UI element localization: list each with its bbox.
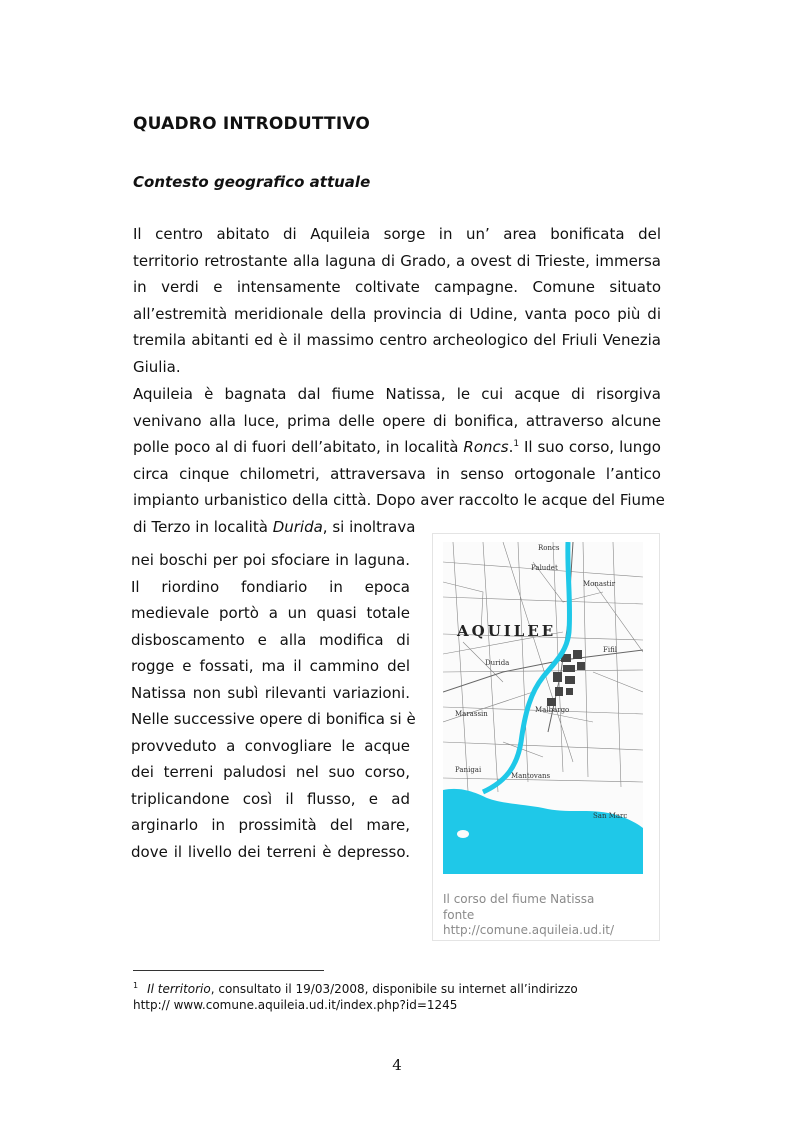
paragraph-3-line: Nelle successive opere di bonifica si è [131, 710, 416, 728]
paragraph-2-line: venivano alla luce, prima delle opere di bonifica, attraverso alcune [133, 411, 661, 430]
paragraph-1-line: territorio retrostante alla laguna di Grado, a ovest di Trieste, immersa [133, 251, 661, 270]
map-label: Mantovans [511, 772, 551, 780]
footnote-text: , consultato il 19/03/2008, disponibile su internet all’indirizzo [210, 982, 578, 996]
page-number: 4 [392, 1056, 402, 1074]
paragraph-1-line: all’estremità meridionale della provincia di Udine, vanta poco più di [133, 304, 661, 323]
paragraph-3-line: dove il livello dei terreni è depresso. [131, 842, 410, 861]
footnote-line [133, 978, 673, 997]
paragraph-3-line: nei boschi per poi sfociare in laguna. [131, 551, 410, 569]
map-title: AQUILEE [457, 622, 557, 640]
paragraph-3-line: dei terreni paludosi nel suo corso, [131, 763, 410, 781]
paragraph-2-line: impianto urbanistico della città. Dopo aver raccolto le acque del Fiume [133, 491, 665, 509]
paragraph-1-line: Giulia. [133, 357, 181, 376]
map-label: Roncs [538, 544, 560, 552]
paragraph-2 [133, 381, 665, 540]
text-segment: Il suo corso, lungo [519, 438, 661, 456]
map-label: Marassin [455, 710, 488, 718]
paragraph-2-line [133, 434, 661, 461]
lagoon-island [457, 830, 469, 838]
footnote-separator [133, 970, 324, 971]
map-label: San Marc [593, 812, 628, 820]
figure-caption [443, 892, 614, 939]
text-segment: polle poco al di fuori dell’abitato, in località [133, 438, 464, 456]
text-segment: . [508, 438, 514, 456]
caption-source-link[interactable]: http://comune.aquileia.ud.it/ [443, 923, 615, 937]
section-subheading: Contesto geografico attuale [133, 173, 371, 191]
text-segment: , si inoltrava [322, 517, 416, 536]
place-name-italic: Durida [272, 517, 323, 536]
text-segment: di Terzo in località [133, 517, 273, 536]
map-label: Fifil [603, 646, 618, 654]
map-label: Malbargo [535, 706, 570, 714]
paragraph-3-line: rogge e fossati, ma il cammino del [131, 657, 410, 675]
paragraph-1-line: Il centro abitato di Aquileia sorge in un’ area bonificata del [133, 225, 661, 243]
paragraph-3-line: arginarlo in prossimità del mare, [131, 816, 410, 834]
page-heading: QUADRO INTRODUTTIVO [133, 114, 371, 134]
paragraph-1-line: tremila abitanti ed è il massimo centro archeologico del Friuli Venezia [133, 331, 661, 349]
paragraph-3-line: triplicandone così il flusso, e ad [131, 789, 410, 808]
paragraph-3-line: provveduto a convogliare le acque [131, 736, 410, 755]
caption-line: Il corso del fiume Natissa [443, 892, 595, 906]
paragraph-2-line: circa cinque chilometri, attraversava in senso ortogonale l’antico [133, 464, 661, 483]
aquileia-map [443, 542, 643, 874]
footnote-url[interactable]: http:// www.comune.aquileia.ud.it/index.php?id=1245 [133, 998, 458, 1012]
paragraph-3-line: Il riordino fondiario in epoca [131, 577, 410, 596]
map-figure [432, 533, 660, 941]
paragraph-3-line: medievale portò a un quasi totale [131, 604, 410, 622]
paragraph-3-line: Natissa non subì rilevanti variazioni. [131, 683, 410, 702]
paragraph-1-line: in verdi e intensamente coltivate campagne. Comune situato [133, 278, 661, 296]
map-label: Monastir [583, 580, 616, 588]
paragraph-2-line: Aquileia è bagnata dal fiume Natissa, le cui acque di risorgiva [133, 385, 661, 403]
place-name-italic: Roncs [463, 438, 509, 456]
paragraph-1 [133, 221, 661, 380]
footnote [133, 978, 673, 1013]
footnote-reference[interactable]: 1 [513, 439, 520, 449]
paragraph-3-line: disboscamento e alla modifica di [131, 630, 410, 649]
map-label: Panigai [455, 766, 482, 774]
paragraph-3 [131, 547, 416, 865]
footnote-title: Il territorio [147, 982, 211, 996]
caption-line: fonte [443, 907, 475, 922]
map-label: Paludet [531, 564, 558, 572]
map-label: Durida [485, 659, 510, 667]
footnote-mark: 1 [133, 981, 139, 990]
